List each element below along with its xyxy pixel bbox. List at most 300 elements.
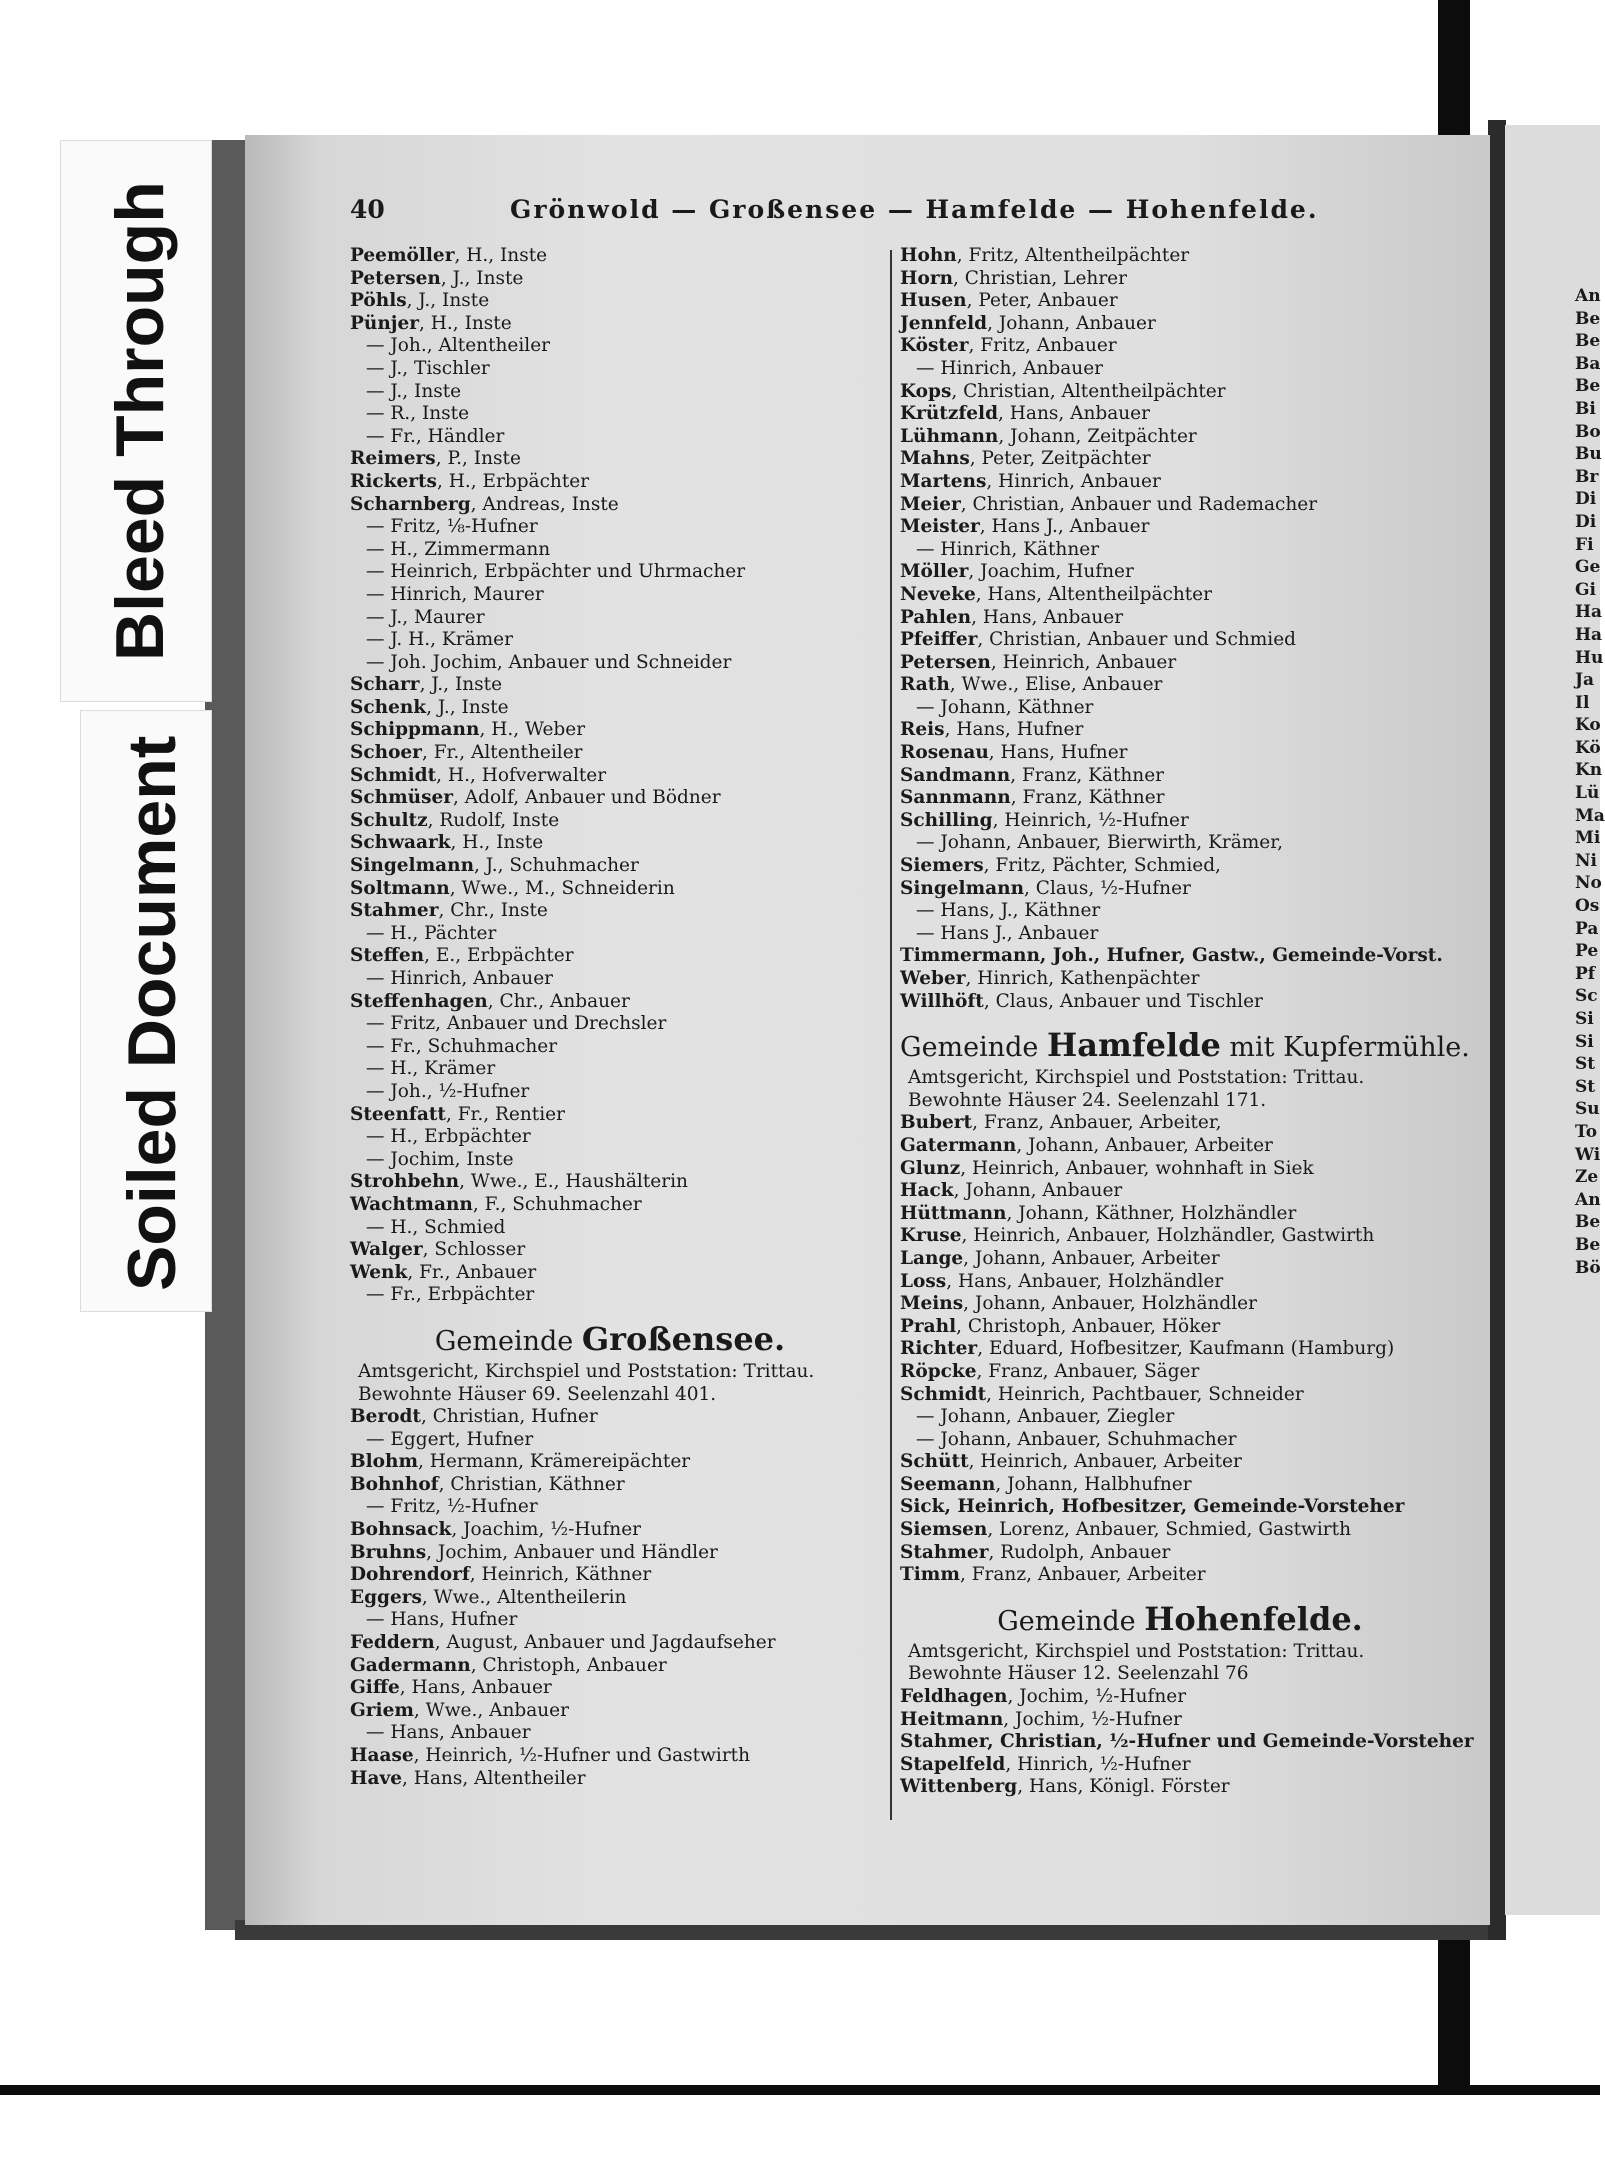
- directory-entry: [350, 1451, 870, 1474]
- directory-entry: [900, 1180, 1460, 1203]
- entry-details: , Hinrich, Kathenpächter: [965, 968, 1200, 989]
- directory-entry: [350, 539, 870, 562]
- directory-entry: [350, 765, 870, 788]
- facing-page-fragment-line: Br: [1575, 466, 1599, 487]
- entry-name: Sick, Heinrich, Hofbesitzer, Gemeinde-Vorsteher: [900, 1496, 1405, 1518]
- directory-entry: [900, 1429, 1460, 1452]
- entry-name: — Johann: [916, 1406, 1006, 1428]
- facing-page-fragment-line: Be: [1575, 331, 1601, 352]
- entry-details: , H., Erbpächter: [436, 470, 590, 492]
- entry-details: , Hans, Anbauer: [399, 1677, 552, 1699]
- facing-page-fragment-line: Ge: [1575, 557, 1601, 578]
- entry-name: Schmüser: [350, 787, 454, 809]
- directory-entry: [900, 1158, 1460, 1181]
- directory-entry: [900, 381, 1460, 404]
- facing-page-fragment-line: No: [1575, 873, 1602, 894]
- entry-details: , Maurer: [402, 606, 485, 628]
- facing-page-text-fragments: [1505, 125, 1605, 1279]
- entry-name: Petersen: [350, 267, 441, 289]
- entry-name: — Fritz: [366, 1013, 436, 1035]
- directory-entry: [900, 358, 1460, 381]
- hamfelde-entry-list: [900, 1112, 1460, 1586]
- directory-entry: [350, 1058, 870, 1081]
- directory-entry: [350, 335, 870, 358]
- facing-page-fragment-line: Ko: [1575, 715, 1601, 736]
- directory-entry: [900, 697, 1460, 720]
- entry-details: , Fr., Anbauer: [407, 1261, 537, 1283]
- entry-name: Schultz: [350, 809, 428, 831]
- facing-page-fragment-line: Be: [1575, 376, 1601, 397]
- entry-details: , Erbpächter: [415, 1284, 535, 1306]
- entry-details: , Hinrich, Anbauer: [986, 470, 1161, 492]
- directory-entry: [900, 313, 1460, 336]
- entry-details: , Heinrich, ½-Hufner: [992, 809, 1189, 831]
- entry-details: , August, Anbauer und Jagdaufseher: [434, 1632, 776, 1654]
- entry-name: Bruhns: [350, 1541, 427, 1563]
- entry-name: Wittenberg: [900, 1776, 1018, 1798]
- entry-details: , J., Inste: [419, 674, 503, 696]
- entry-details: , Eduard, Hofbesitzer, Kaufmann (Hamburg): [977, 1338, 1395, 1360]
- directory-entry: [900, 1754, 1460, 1777]
- entry-details: , Fr., Rentier: [445, 1103, 565, 1125]
- directory-entry: [350, 1194, 870, 1217]
- entry-details: , ⅛-Hufner: [435, 516, 538, 538]
- directory-entry: [350, 1239, 870, 1262]
- directory-entry: [350, 1081, 870, 1104]
- entry-name: Bohnhof: [350, 1473, 439, 1495]
- directory-entry: [900, 1451, 1460, 1474]
- entry-name: — Fr.: [366, 425, 416, 447]
- entry-name: Meier: [900, 493, 961, 515]
- grossensee-info-houses: Bewohnte Häuser 69. Seelenzahl 401.: [358, 1383, 717, 1405]
- entry-details: , Chr., Anbauer: [487, 990, 630, 1012]
- facing-page-fragment-line: Os: [1575, 896, 1600, 917]
- entry-name: Schmidt: [350, 764, 437, 786]
- entry-details: , Heinrich, Anbauer, wohnhaft in Siek: [960, 1157, 1314, 1179]
- entry-details: , Jochim, ½-Hufner: [1007, 1686, 1187, 1708]
- soiled-document-label: Soiled Document: [114, 735, 190, 1291]
- entry-name: Stahmer, Christian, ½-Hufner und Gemeinde-Vorsteher: [900, 1731, 1474, 1753]
- directory-entry: [350, 358, 870, 381]
- entry-details: , Maurer: [461, 583, 544, 605]
- entry-details: , H., Inste: [450, 832, 544, 854]
- directory-entry: [900, 290, 1460, 313]
- hohenfelde-info-court: Amtsgericht, Kirchspiel und Poststation: Trittau.: [908, 1640, 1365, 1662]
- directory-entry: [900, 1519, 1460, 1542]
- hamfelde-info-houses: Bewohnte Häuser 24. Seelenzahl 171.: [908, 1089, 1267, 1111]
- entry-details: , Wwe., Altentheilerin: [421, 1586, 627, 1608]
- facing-page-fragment-line: Il: [1575, 692, 1590, 713]
- directory-entry: [350, 719, 870, 742]
- entry-details: , Inste: [454, 1148, 514, 1170]
- facing-page-fragment-line: Si: [1575, 1031, 1594, 1052]
- directory-entry: [900, 878, 1460, 901]
- spine-gutter: [1488, 120, 1506, 1940]
- entry-details: , Schuhmacher: [415, 1035, 558, 1057]
- entry-details: , Wwe., E., Haushälterin: [459, 1171, 688, 1193]
- directory-entry: [900, 742, 1460, 765]
- page-number: 40: [350, 195, 385, 224]
- right-entry-list: [900, 245, 1460, 1013]
- entry-name: — Hinrich: [916, 357, 1012, 379]
- entry-name: — Hans: [916, 900, 989, 922]
- entry-name: Kruse: [900, 1225, 962, 1247]
- directory-page: [245, 135, 1490, 1925]
- entry-name: Siemers: [900, 855, 984, 877]
- entry-details: , Jochim, Anbauer und Händler: [426, 1541, 718, 1563]
- left-entry-list: [350, 245, 870, 1307]
- directory-entry: [350, 1542, 870, 1565]
- entry-name: Jennfeld: [900, 312, 988, 334]
- entry-name: Wachtmann: [350, 1193, 473, 1215]
- directory-entry: [350, 1284, 870, 1307]
- directory-entry: [900, 494, 1460, 517]
- entry-name: Eggers: [350, 1586, 422, 1608]
- facing-page-fragment-line: Ja: [1575, 670, 1595, 691]
- directory-entry: [350, 945, 870, 968]
- entry-details: , Anbauer und Schneider: [496, 651, 732, 673]
- facing-page-fragment-line: To: [1575, 1121, 1598, 1142]
- entry-details: , Christian, Käthner: [438, 1473, 625, 1495]
- directory-entry: [900, 539, 1460, 562]
- entry-details: , Hans, Altentheiler: [402, 1767, 586, 1789]
- entry-name: — H.: [366, 1216, 413, 1238]
- facing-page-fragment-line: St: [1575, 1054, 1596, 1075]
- entry-name: Singelmann: [350, 855, 475, 877]
- directory-entry: [900, 855, 1460, 878]
- entry-name: Weber: [900, 968, 966, 989]
- directory-entry: [350, 1768, 870, 1791]
- entry-name: Hüttmann: [900, 1202, 1007, 1224]
- entry-details: , Anbauer: [438, 1722, 531, 1744]
- entry-name: Berodt: [350, 1406, 421, 1428]
- facing-page-fragment-line: Ze: [1575, 1167, 1599, 1188]
- facing-page-fragment-line: Ni: [1575, 850, 1597, 871]
- entry-details: , Johann, Anbauer: [987, 312, 1156, 334]
- directory-entry: [350, 991, 870, 1014]
- directory-entry: [350, 1722, 870, 1745]
- directory-entry: [900, 516, 1460, 539]
- facing-page-fragment-line: Bö: [1575, 1257, 1601, 1278]
- entry-details: , Andreas, Inste: [470, 493, 619, 515]
- entry-name: Scharnberg: [350, 493, 471, 515]
- entry-name: Pfeiffer: [900, 629, 978, 651]
- entry-details: , Käthner: [1011, 538, 1100, 560]
- facing-page-fragment-line: Bo: [1575, 421, 1601, 442]
- directory-entry: [350, 1217, 870, 1240]
- entry-name: Sandmann: [900, 764, 1011, 786]
- directory-entry: [350, 923, 870, 946]
- entry-name: — Joh. Jochim: [366, 651, 497, 673]
- entry-name: Schoer: [350, 742, 422, 764]
- entry-details: , Erbpächter und Uhrmacher: [472, 561, 746, 583]
- entry-name: Köster: [900, 335, 969, 357]
- hamfelde-info-court: Amtsgericht, Kirchspiel und Poststation: Trittau.: [908, 1067, 1365, 1089]
- entry-details: , Franz, Käthner: [1010, 787, 1165, 809]
- entry-name: Have: [350, 1767, 402, 1789]
- directory-entry: [350, 1587, 870, 1610]
- directory-entry: [350, 1564, 870, 1587]
- entry-details: , Heinrich, Pachtbauer, Schneider: [986, 1383, 1304, 1405]
- directory-entry: [900, 1112, 1460, 1135]
- entry-name: Wenk: [350, 1261, 408, 1283]
- directory-entry: [350, 1262, 870, 1285]
- entry-name: Soltmann: [350, 877, 450, 899]
- directory-entry: [350, 900, 870, 923]
- directory-entry: [900, 1135, 1460, 1158]
- facing-page-fragment-line: An: [1575, 286, 1601, 306]
- facing-page-fragment-line: Be: [1575, 308, 1601, 329]
- entry-name: Peemöller: [350, 245, 455, 266]
- directory-entry: [350, 1406, 870, 1429]
- entry-details: , Franz, Anbauer, Arbeiter: [959, 1564, 1206, 1586]
- directory-entry: [900, 268, 1460, 291]
- entry-details: , Adolf, Anbauer und Bödner: [453, 787, 721, 809]
- entry-details: , Christoph, Anbauer: [470, 1654, 667, 1676]
- entry-details: , Hans, Anbauer, Holzhändler: [946, 1270, 1224, 1292]
- directory-entry: [350, 1171, 870, 1194]
- running-header: [350, 195, 1440, 231]
- entry-name: Hohn: [900, 245, 957, 266]
- directory-entry: [900, 245, 1460, 268]
- directory-entry: [900, 900, 1460, 923]
- entry-details: , Krämer: [430, 629, 513, 651]
- entry-name: Stapelfeld: [900, 1753, 1006, 1775]
- directory-entry: [900, 426, 1460, 449]
- entry-details: , Claus, ½-Hufner: [1024, 877, 1191, 899]
- directory-entry: [350, 1036, 870, 1059]
- grossensee-entry-list: [350, 1406, 870, 1790]
- directory-entry: [350, 426, 870, 449]
- entry-name: Petersen: [900, 651, 991, 673]
- entry-name: Meister: [900, 516, 980, 538]
- column-divider: [890, 250, 892, 1820]
- entry-details: , Krämer: [412, 1058, 496, 1080]
- entry-details: , Hermann, Krämereipächter: [418, 1451, 691, 1473]
- entry-details: , Heinrich, Anbauer, Holzhändler, Gastwirth: [961, 1225, 1375, 1247]
- directory-entry: [900, 1338, 1460, 1361]
- facing-page-fragment: [1505, 125, 1605, 1915]
- entry-name: Neveke: [900, 583, 976, 605]
- entry-name: — Joh.: [366, 1080, 427, 1102]
- entry-details: , Hans J., Anbauer: [979, 516, 1150, 538]
- entry-details: , Johann, Anbauer, Arbeiter: [963, 1247, 1220, 1269]
- entry-details: , J., Inste: [426, 696, 509, 718]
- entry-name: Dohrendorf: [350, 1564, 470, 1586]
- entry-name: — Hans: [366, 1609, 439, 1631]
- directory-entry: [350, 855, 870, 878]
- facing-page-fragment-line: Pa: [1575, 918, 1599, 939]
- entry-name: — Joh.: [366, 335, 427, 357]
- facing-page-fragment-line: Hu: [1575, 647, 1604, 668]
- entry-name: Rosenau: [900, 742, 989, 764]
- entry-details: , Hinrich, ½-Hufner: [1005, 1753, 1191, 1775]
- entry-name: Steenfatt: [350, 1103, 446, 1125]
- entry-name: — Eggert: [366, 1428, 455, 1450]
- directory-entry: [900, 1406, 1460, 1429]
- entry-name: Martens: [900, 470, 987, 492]
- entry-details: , J., Inste: [406, 290, 490, 312]
- entry-name: Glunz: [900, 1157, 961, 1179]
- entry-details: , Johann, Anbauer, Arbeiter: [1016, 1134, 1273, 1156]
- directory-entry: [350, 1149, 870, 1172]
- directory-entry: [350, 1700, 870, 1723]
- directory-entry: [350, 742, 870, 765]
- entry-name: Schippmann: [350, 719, 480, 741]
- entry-details: , Heinrich, ½-Hufner und Gastwirth: [413, 1745, 751, 1766]
- entry-name: Siemsen: [900, 1519, 988, 1541]
- directory-entry: [350, 1496, 870, 1519]
- directory-entry: [900, 1361, 1460, 1384]
- entry-name: Singelmann: [900, 877, 1025, 899]
- entry-name: — Fritz: [366, 516, 436, 538]
- entry-details: , Inste: [410, 403, 470, 425]
- entry-details: , Christian, Anbauer und Schmied: [977, 629, 1297, 651]
- entry-name: Röpcke: [900, 1360, 977, 1382]
- entry-details: , Franz, Anbauer, Arbeiter,: [972, 1112, 1222, 1134]
- directory-entry: [350, 787, 870, 810]
- entry-details: , H., Hofverwalter: [436, 764, 607, 786]
- entry-details: , Händler: [415, 425, 505, 447]
- facing-page-fragment-line: Di: [1575, 511, 1597, 532]
- entry-details: , Wwe., Anbauer: [413, 1699, 569, 1721]
- entry-details: , Altentheiler: [426, 335, 550, 357]
- entry-details: , Christian, Altentheilpächter: [951, 380, 1226, 402]
- directory-entry: [900, 787, 1460, 810]
- entry-name: Horn: [900, 267, 954, 289]
- directory-entry: [900, 1225, 1460, 1248]
- entry-name: Willhöft: [900, 990, 984, 1012]
- entry-details: , Johann, Anbauer: [953, 1180, 1123, 1202]
- hohenfelde-info-houses: Bewohnte Häuser 12. Seelenzahl 76: [908, 1663, 1249, 1685]
- directory-entry: [900, 607, 1460, 630]
- entry-name: Walger: [350, 1239, 423, 1261]
- directory-entry: [350, 1609, 870, 1632]
- entry-details: , Hans, Hufner: [988, 742, 1128, 764]
- directory-entry: [350, 1429, 870, 1452]
- entry-details: , Inste: [402, 380, 462, 402]
- directory-entry: [350, 561, 870, 584]
- facing-page-fragment-line: Kn: [1575, 760, 1603, 781]
- facing-page-fragment-line: Gi: [1575, 579, 1596, 600]
- facing-page-fragment-line: Pe: [1575, 941, 1599, 962]
- directory-entry: [900, 403, 1460, 426]
- directory-entry: [900, 652, 1460, 675]
- entry-details: , Fritz, Anbauer: [968, 335, 1117, 357]
- directory-entry: [350, 1474, 870, 1497]
- directory-entry: [900, 1542, 1460, 1565]
- entry-details: , ½-Hufner: [426, 1080, 530, 1102]
- entry-name: Pöhls: [350, 290, 407, 312]
- entry-details: , Wwe., M., Schneiderin: [449, 877, 675, 899]
- entry-details: , Pächter: [412, 922, 497, 944]
- directory-entry: [350, 1632, 870, 1655]
- directory-entry: [900, 765, 1460, 788]
- directory-entry: [350, 1519, 870, 1542]
- entry-name: — Hinrich: [916, 538, 1012, 560]
- entry-name: — R.: [366, 403, 411, 425]
- entry-name: Steffen: [350, 945, 425, 967]
- facing-page-fragment-line: Bu: [1575, 444, 1602, 465]
- entry-details: , Hans, Altentheilpächter: [975, 583, 1212, 605]
- facing-page-fragment-line: Ba: [1575, 353, 1601, 374]
- directory-entry: [900, 810, 1460, 833]
- hamfelde-heading-suffix: mit Kupfermühle.: [1220, 1032, 1470, 1064]
- entry-name: Lühmann: [900, 425, 999, 447]
- entry-details: , ½-Hufner: [435, 1496, 538, 1518]
- entry-details: , J., Schuhmacher: [474, 855, 639, 877]
- entry-details: , Johann, Käthner, Holzhändler: [1006, 1202, 1297, 1224]
- directory-entry: [350, 878, 870, 901]
- entry-name: Möller: [900, 561, 969, 583]
- entry-details: J., Anbauer: [988, 922, 1099, 944]
- directory-entry: [350, 1126, 870, 1149]
- directory-entry: [350, 290, 870, 313]
- directory-entry: [900, 1496, 1460, 1519]
- entry-name: Prahl: [900, 1315, 957, 1337]
- facing-page-fragment-line: Pf: [1575, 963, 1596, 984]
- entry-details: , Claus, Anbauer und Tischler: [983, 990, 1263, 1012]
- facing-page-fragment-line: Mi: [1575, 828, 1601, 849]
- entry-name: Schwaark: [350, 832, 451, 854]
- entry-details: , Joachim, ½-Hufner: [451, 1519, 641, 1541]
- directory-entry: [350, 1013, 870, 1036]
- entry-details: , Schmied: [412, 1216, 506, 1238]
- directory-entry: [900, 561, 1460, 584]
- entry-details: , Anbauer: [461, 968, 554, 989]
- bleed-through-label-box: [60, 140, 212, 702]
- entry-details: , Franz, Käthner: [1010, 764, 1165, 786]
- entry-details: , Erbpächter: [412, 1126, 531, 1148]
- entry-details: , Fritz, Altentheilpächter: [956, 245, 1190, 266]
- facing-page-fragment-line: Bi: [1575, 398, 1596, 419]
- entry-details: , Schlosser: [422, 1239, 526, 1261]
- hohenfelde-heading: [900, 1597, 1460, 1641]
- scan-bed-dark-border-bottom: [0, 2085, 1600, 2095]
- entry-details: , Wwe., Elise, Anbauer: [949, 674, 1163, 696]
- entry-name: Blohm: [350, 1451, 419, 1473]
- directory-entry: [350, 403, 870, 426]
- directory-entry: [900, 335, 1460, 358]
- directory-entry: [350, 313, 870, 336]
- entry-name: Scharr: [350, 674, 420, 696]
- entry-name: — Hinrich: [366, 583, 462, 605]
- directory-entry: [900, 1686, 1460, 1709]
- directory-entry: [350, 584, 870, 607]
- hohenfelde-entry-list: [900, 1686, 1474, 1799]
- entry-details: , H., Inste: [454, 245, 548, 266]
- entry-name: Stahmer: [350, 900, 439, 922]
- entry-details: , Heinrich, Käthner: [469, 1564, 652, 1586]
- facing-page-fragment-line: Kö: [1575, 737, 1601, 758]
- facing-page-fragment-line: Si: [1575, 1009, 1594, 1029]
- entry-details: , H., Inste: [419, 312, 512, 334]
- directory-entry: [350, 1677, 870, 1700]
- entry-name: Gatermann: [900, 1134, 1017, 1156]
- entry-name: — H.: [366, 922, 413, 944]
- directory-entry: [900, 1474, 1460, 1497]
- entry-name: Timmermann, Joh., Hufner, Gastw., Gemeinde-Vorst.: [900, 945, 1443, 967]
- directory-entry: [900, 1709, 1460, 1732]
- entry-details: , Heinrich, Anbauer, Arbeiter: [968, 1451, 1242, 1473]
- entry-name: Seemann: [900, 1473, 996, 1495]
- entry-details: , Tischler: [402, 357, 490, 379]
- entry-name: Gadermann: [350, 1654, 471, 1676]
- directory-entry: [900, 991, 1460, 1014]
- entry-name: — Jochim: [366, 1148, 455, 1170]
- entry-name: — Fr.: [366, 1284, 416, 1306]
- entry-name: Schmidt: [900, 1383, 987, 1405]
